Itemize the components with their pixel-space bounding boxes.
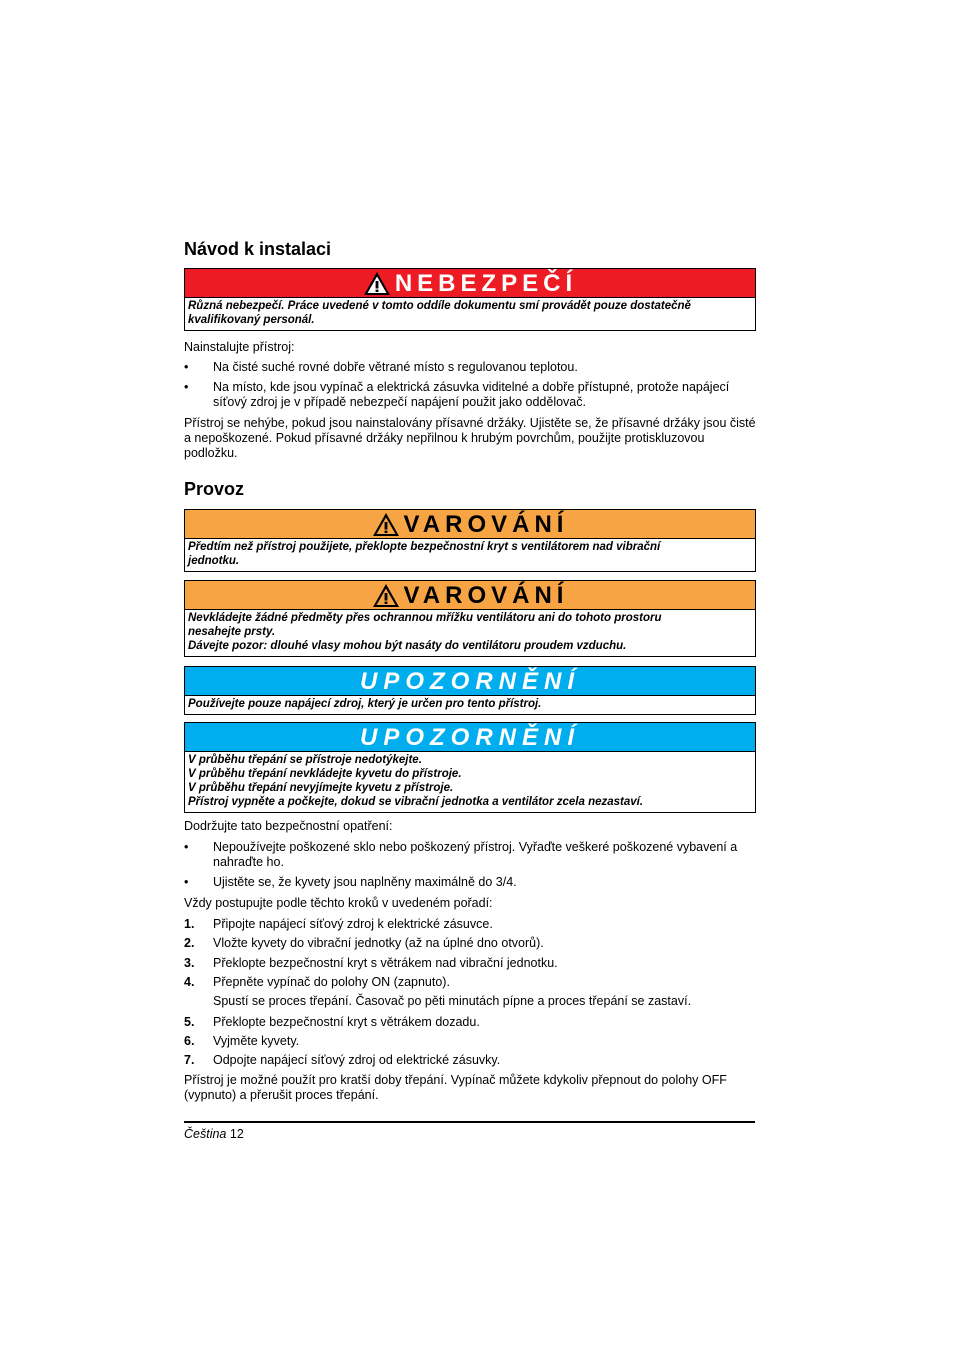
step-text: Připojte napájecí síťový zdroj k elektrické zásuvce.	[213, 917, 493, 931]
caution-notice	[184, 722, 756, 813]
caution-line: V průběhu třepání nevyjímejte kyvetu z přístroje.	[188, 782, 454, 794]
step-text: Překlopte bezpečnostní kryt s větrákem nad vibrační jednotku.	[213, 956, 558, 970]
step-text: Překlopte bezpečnostní kryt s větrákem dozadu.	[213, 1015, 480, 1029]
bullet-text: Na místo, kde jsou vypínač a elektrická zásuvka viditelné a dobře přístupné, protože napájecí síťový zdroj je v případě nebezpečí napájení použit jako oddělovač.	[213, 380, 730, 409]
caution-header	[185, 723, 755, 752]
list-item	[184, 840, 756, 870]
caution-line: Přístroj vypněte a počkejte, dokud se vibrační jednotka a ventilátor zcela nezastaví.	[188, 796, 644, 808]
caution-body	[185, 696, 755, 714]
caution-line: V průběhu třepání nevkládejte kyvetu do přístroje.	[188, 768, 462, 780]
caution-title: UPOZORNĚNÍ	[359, 667, 580, 695]
warning-body	[185, 610, 755, 656]
step-text: Odpojte napájecí síťový zdroj od elektrické zásuvky.	[213, 1053, 501, 1067]
step-item	[184, 936, 756, 951]
step-number: 6.	[184, 1034, 195, 1048]
warning-title: VAROVÁNÍ	[403, 510, 569, 538]
warning-notice	[184, 580, 756, 657]
bullet-marker: •	[184, 875, 189, 889]
caution-line: V průběhu třepání se přístroje nedotýkejte.	[188, 754, 422, 766]
steps-list	[184, 917, 756, 1068]
page-footer	[184, 1127, 244, 1142]
bullet-text: Ujistěte se, že kyvety jsou naplněny maximálně do 3/4.	[213, 875, 517, 889]
precautions-intro: Dodržujte tato bezpečnostní opatření:	[184, 819, 393, 833]
danger-body	[185, 298, 755, 330]
footer-language: Čeština	[184, 1127, 227, 1141]
bullet-marker: •	[184, 840, 189, 854]
install-intro: Nainstalujte přístroj:	[184, 340, 295, 354]
warning-triangle-icon	[372, 583, 400, 608]
step-item	[184, 1034, 756, 1049]
bullet-marker: •	[184, 380, 189, 394]
section-heading-operation: Provoz	[184, 479, 245, 499]
warning-line: Předtím než přístroj použijete, překlopte bezpečnostní kryt s ventilátorem nad vibrační	[188, 541, 661, 553]
step-item	[184, 956, 756, 971]
footer-page-number: 12	[229, 1127, 244, 1141]
list-item	[184, 360, 756, 375]
warning-header	[185, 581, 755, 610]
danger-header	[185, 269, 755, 298]
steps-intro: Vždy postupujte podle těchto kroků v uvedeném pořadí:	[184, 896, 493, 910]
warning-triangle-icon	[363, 271, 391, 296]
bullet-text: Nepoužívejte poškozené sklo nebo poškozený přístroj. Vyřaďte veškeré poškozené vybavení a nahraďte ho.	[213, 840, 738, 869]
precautions-bullets	[184, 840, 756, 890]
step-item	[184, 1053, 756, 1068]
danger-title: NEBEZPEČÍ	[394, 269, 578, 297]
caution-notice	[184, 666, 756, 715]
warning-body	[185, 539, 755, 571]
danger-notice	[184, 268, 756, 331]
step-subtext: Spustí se proces třepání. Časovač po pěti minutách pípne a proces třepání se zastaví.	[213, 994, 692, 1008]
warning-triangle-icon	[372, 512, 400, 537]
danger-line: kvalifikovaný personál.	[188, 314, 315, 326]
warning-line: jednotku.	[188, 555, 240, 567]
bullet-marker: •	[184, 360, 189, 374]
closing-paragraph: Přístroj je možné použít pro kratší doby třepání. Vypínač můžete kdykoliv přepnout do polohy OFF (vypnuto) a přerušit proces třepání.	[184, 1073, 727, 1102]
step-text: Vyjměte kyvety.	[213, 1034, 300, 1048]
step-number: 3.	[184, 956, 195, 970]
suction-cups-paragraph: Přístroj se nehýbe, pokud jsou nainstalovány přísavné držáky. Ujistěte se, že přísavné držáky jsou čisté a nepoškozené. Pokud přísavné držáky nepřilnou k hrubým povrchům, použijte protiskluzovou podložku.	[184, 416, 756, 460]
bullet-text: Na čisté suché rovné dobře větrané místo s regulovanou teplotou.	[213, 360, 578, 374]
step-number: 5.	[184, 1015, 195, 1029]
caution-body	[185, 752, 755, 812]
warning-title: VAROVÁNÍ	[403, 581, 569, 609]
caution-line: Používejte pouze napájecí zdroj, který je určen pro tento přístroj.	[188, 698, 542, 710]
step-text: Přepněte vypínač do polohy ON (zapnuto).	[213, 975, 450, 989]
step-text: Vložte kyvety do vibrační jednotky (až na úplné dno otvorů).	[213, 936, 544, 950]
warning-line: nesahejte prsty.	[188, 626, 276, 638]
warning-header	[185, 510, 755, 539]
caution-title: UPOZORNĚNÍ	[359, 723, 580, 751]
footer-divider	[184, 1121, 755, 1123]
warning-line: Dávejte pozor: dlouhé vlasy mohou být nasáty do ventilátoru proudem vzduchu.	[188, 640, 627, 652]
step-number: 7.	[184, 1053, 195, 1067]
step-number: 4.	[184, 975, 195, 989]
step-item	[184, 1015, 756, 1030]
install-bullets	[184, 360, 756, 410]
step-number: 1.	[184, 917, 195, 931]
section-heading-installation: Návod k instalaci	[184, 239, 332, 259]
danger-line: Různá nebezpečí. Práce uvedené v tomto oddíle dokumentu smí provádět pouze dostatečně	[188, 300, 691, 312]
list-item	[184, 875, 756, 890]
warning-line: Nevkládejte žádné předměty přes ochrannou mřížku ventilátoru ani do tohoto prostoru	[188, 612, 662, 624]
step-item	[184, 917, 756, 932]
caution-header	[185, 667, 755, 696]
step-number: 2.	[184, 936, 195, 950]
warning-notice	[184, 509, 756, 572]
step-item	[184, 975, 756, 1009]
list-item	[184, 380, 756, 410]
